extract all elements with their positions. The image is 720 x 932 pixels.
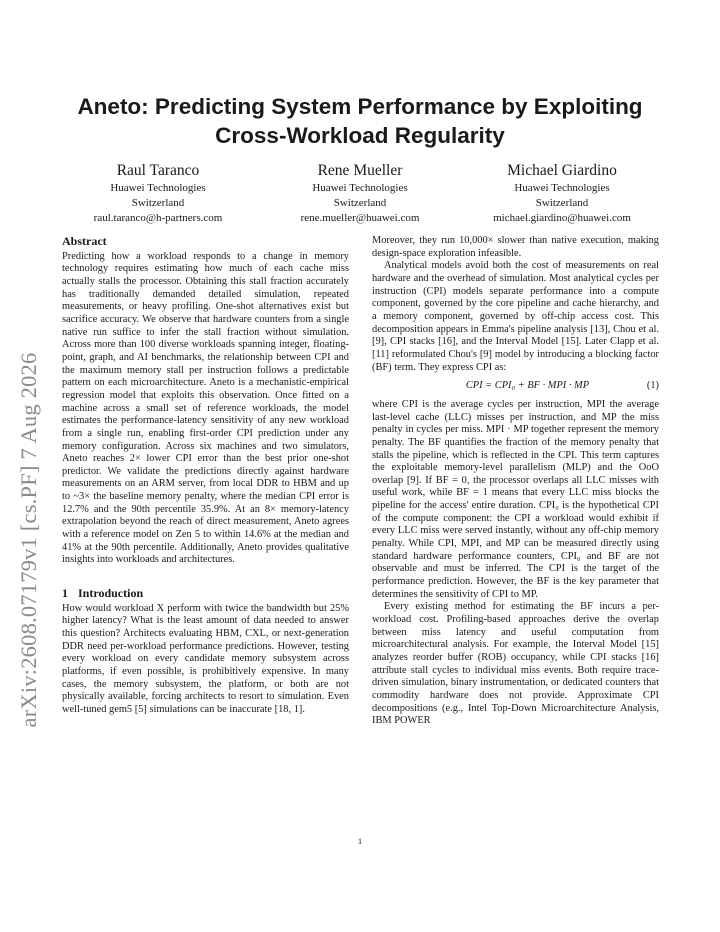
- abstract-text: Predicting how a workload responds to a change in memory technology requires estimating how much of each cache miss actually stalls the processor. Obtaining this stall fraction accurately has traditionally demanded detailed simulation, repeated measurements, or heavy profiling. One-shot alternatives exist but sacrifice accuracy. We observe that hardware counters from a single native run suffice to infer the stall fraction without simulation. Across more than 100 diverse workloads spanning integer, floating-point, graph, and AI benchmarks, the relationship between CPI and the maximum memory stall per instruction follows a predictable pattern on each microarchitecture. Aneto is a mechanistic-empirical regression model that exploits this observation. Once fitted on a machine across a small set of reference workloads, the model estimates the performance-latency sensitivity of any new workload from a single run, enabling first-order CPI prediction under any memory configuration. Across six machines and two simulators, Aneto reaches 2× lower CPI error than the best prior one-shot predictor. We validate the predictions directly against hardware measurements on an ARM server, from local DDR to HBM and up to ~3× the baseline memory penalty, where the median CPI error is 12.7% and the 90th percentile 35.9%. At an 8× memory-latency extrapolation beyond the reach of direct measurement, Aneto agrees with a reference model on Zen 5 to within 14.6% at the median and 41% at the 90th percentile. Additionally, Aneto provides qualitative insights into workloads and architectures.: [62, 250, 349, 566]
- section-heading-introduction: [62, 587, 349, 600]
- author-email: raul.taranco@h-partners.com: [93, 212, 223, 224]
- author-email: michael.giardino@huawei.com: [493, 212, 631, 224]
- section-title: Introduction: [78, 586, 144, 601]
- author-name: Raul Taranco: [116, 162, 200, 179]
- author-country: Switzerland: [333, 197, 387, 209]
- author-email: rene.mueller@huawei.com: [300, 212, 420, 224]
- author-affiliation: Huawei Technologies: [110, 182, 206, 194]
- right-column: [372, 235, 659, 728]
- author-affiliation: Huawei Technologies: [514, 182, 610, 194]
- author-list: [58, 161, 662, 226]
- arxiv-identifier: [12, 340, 46, 740]
- abstract-heading: Abstract: [62, 234, 107, 248]
- author-block: [462, 161, 662, 226]
- page-number: 1: [357, 836, 363, 846]
- equation-cpi: [372, 380, 659, 393]
- equation-number: (1): [646, 380, 659, 392]
- left-column: [62, 235, 349, 717]
- body-paragraph: where CPI is the average cycles per instruction, MPI the average last-level cache (LLC) misses per instruction, and MP the miss penalty in cycles per miss. MPI · MP together represent the memory penalty. The BF quantifies the fraction of the memory penalty that stalls the pipeline, which is reflected in the CPI. This term captures the exploitable memory-level parallelism (MLP) and the OoO overlap [9]. If BF = 0, the processor overlaps all LLC misses with useful work, while BF = 1 means that every LLC miss blocks the pipeline for the access' entire duration. CPI₀ is the hypothetical CPI of the compute component: the CPI a workload would exhibit if every LLC miss were served instantly, without any off-chip memory penalty. While CPI, MPI, and MP can be measured directly using standard hardware performance counters, CPI₀ and BF are not observable and must be inferred. The CPI is the target of the performance prediction. However, the BF is the key parameter that determines the sensitivity of CPI to MP.: [372, 398, 659, 600]
- equation-text: CPI = CPI₀ + BF · MPI · MP: [465, 380, 590, 392]
- paper-title: Aneto: Predicting System Performance by Exploiting Cross-Workload Regularity: [77, 94, 643, 148]
- author-name: Michael Giardino: [507, 162, 617, 179]
- author-name: Rene Mueller: [317, 162, 403, 179]
- author-affiliation: Huawei Technologies: [312, 182, 408, 194]
- body-paragraph: Every existing method for estimating the BF incurs a per-workload cost. Profiling-based approaches derive the overlap between miss latency and useful computation from microarchitectural analysis. For example, the Interval Model [15] analyzes reorder buffer (ROB) occupancy, while CPI stacks [16] attribute stall cycles to individual miss events. Both require trace-driven simulation, binary instrumentation, or dedicated counters that commodity hardware does not provide. Approximate CPI decompositions (e.g., Intel Top-Down Microarchitecture Analysis, IBM POWER: [372, 601, 659, 727]
- introduction-paragraph: How would workload X perform with twice the bandwidth but 25% higher latency? What is the least amount of data needed to answer this question? Architects evaluating HBM, CXL, or next-generation DDR need per-workload performance predictions. However, testing every workload on every candidate memory subsystem across platforms, if even possible, is prohibitively expensive. In many cases, the memory subsystem, the platform, or both are not physically available, forcing architects to resort to simulation. Even well-tuned gem5 [5] simulations can be inaccurate [18, 1].: [62, 602, 349, 715]
- author-block: [260, 161, 460, 226]
- arxiv-identifier-text: arXiv:2608.07179v1 [cs.PF] 7 Aug 2026: [16, 352, 41, 728]
- section-number: 1: [62, 586, 68, 601]
- body-paragraph: Analytical models avoid both the cost of measurements on real hardware and the overhead of simulation. Most analytical cycles per instruction (CPI) models separate performance into a compute component, governed by the core pipeline and cache hierarchy, and a memory component, governed by off-chip access cost. This decomposition appears in Emma's pipeline analysis [13], Chou et al. [9], CPI stacks [16], and the Interval Model [15]. Later Clapp et al. [11] reformulated Chou's [9] model by introducing a blocking factor (BF) term. They express CPI as:: [372, 260, 659, 373]
- author-block: [58, 161, 258, 226]
- author-country: Switzerland: [535, 197, 589, 209]
- body-paragraph: Moreover, they run 10,000× slower than native execution, making design-space exploration infeasible.: [372, 235, 659, 259]
- author-country: Switzerland: [131, 197, 185, 209]
